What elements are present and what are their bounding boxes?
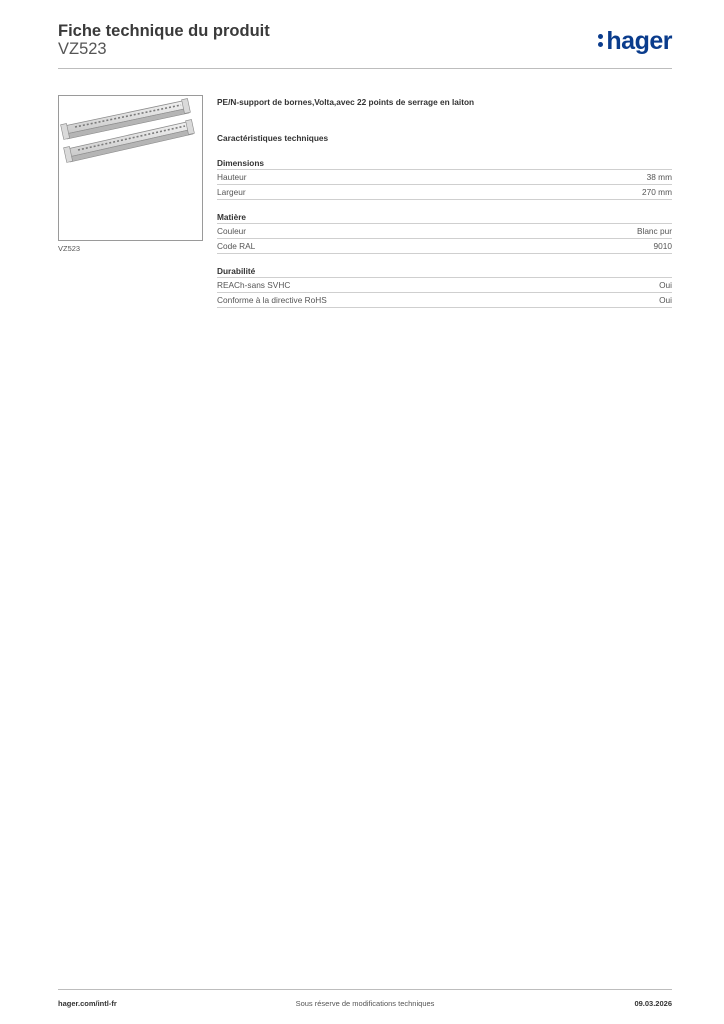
spec-row bbox=[217, 238, 672, 254]
spec-label: Couleur bbox=[217, 226, 247, 236]
product-image bbox=[58, 95, 203, 241]
spec-row bbox=[217, 292, 672, 308]
spec-group-title: Dimensions bbox=[217, 158, 265, 168]
page-header bbox=[58, 20, 672, 69]
spec-value: 270 mm bbox=[642, 187, 672, 197]
page-footer bbox=[58, 989, 672, 1010]
spec-table bbox=[217, 277, 672, 308]
spec-group-durability bbox=[217, 265, 672, 308]
spec-label: Hauteur bbox=[217, 172, 247, 182]
specs-title: Caractéristiques techniques bbox=[217, 133, 329, 143]
page-title: Fiche technique du produit bbox=[58, 22, 270, 40]
spec-row bbox=[217, 223, 672, 238]
footer-date: 09.03.2026 bbox=[634, 999, 672, 1008]
product-reference: VZ523 bbox=[58, 40, 107, 58]
spec-label: Largeur bbox=[217, 187, 246, 197]
spec-row bbox=[217, 169, 672, 184]
spec-value: Oui bbox=[659, 280, 672, 290]
footer-notice: Sous réserve de modifications techniques bbox=[295, 999, 435, 1008]
logo-text: hager bbox=[606, 27, 672, 55]
spec-value: 9010 bbox=[653, 241, 672, 251]
spec-group-title: Durabilité bbox=[217, 266, 256, 276]
terminal-bar-illustration bbox=[59, 96, 202, 240]
spec-row bbox=[217, 184, 672, 200]
product-description: PE/N-support de bornes,Volta,avec 22 points de serrage en laiton bbox=[217, 97, 475, 107]
spec-table bbox=[217, 223, 672, 254]
logo-dots-icon bbox=[598, 31, 604, 48]
spec-group-dimensions bbox=[217, 157, 672, 200]
spec-group-title: Matière bbox=[217, 212, 247, 222]
spec-group-material bbox=[217, 211, 672, 254]
footer-website-link[interactable]: hager.com/intl-fr bbox=[58, 999, 117, 1008]
spec-label: Conforme à la directive RoHS bbox=[217, 295, 327, 305]
product-details bbox=[217, 95, 672, 308]
hager-logo bbox=[598, 27, 672, 56]
spec-value: Oui bbox=[659, 295, 672, 305]
image-caption: VZ523 bbox=[58, 244, 81, 253]
spec-row bbox=[217, 277, 672, 292]
spec-label: Code RAL bbox=[217, 241, 256, 251]
spec-value: 38 mm bbox=[646, 172, 672, 182]
spec-table bbox=[217, 169, 672, 200]
spec-value: Blanc pur bbox=[636, 226, 672, 236]
spec-label: REACh-sans SVHC bbox=[217, 280, 291, 290]
